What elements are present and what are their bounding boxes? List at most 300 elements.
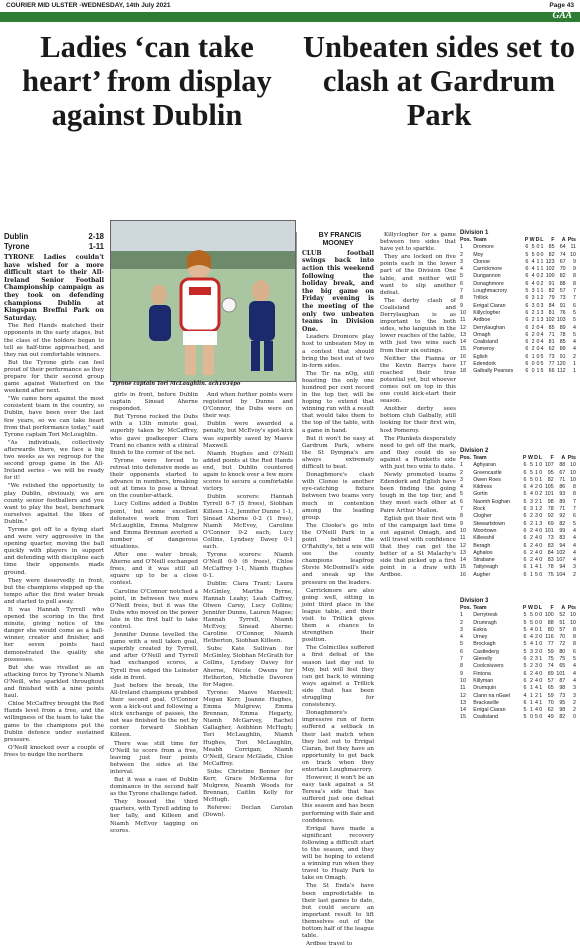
table-cell: 16 [460, 571, 466, 578]
table-cell: 1 [529, 699, 533, 706]
table-cell: 5 [523, 626, 527, 633]
table-row [460, 339, 576, 346]
column-header: Pts [567, 605, 576, 611]
table-cell: 2 [539, 491, 543, 498]
table-cell: 0 [536, 339, 540, 346]
table-cell: 6 [523, 498, 527, 505]
paragraph: The Red Hands matched their opponents in the early stages, but the class of the holders began to tell as half-time approached, and they ran out comfortable winners. [4, 323, 104, 358]
table-cell: Glenelly [473, 656, 493, 663]
table-cell: 2 [529, 677, 533, 684]
table-cell: 5 [540, 361, 544, 368]
table-cell: 2 [529, 520, 533, 527]
table-cell: 75 [559, 656, 566, 663]
table-cell: 0 [534, 612, 538, 619]
table-cell: 102 [556, 549, 566, 556]
paragraph: Caroline O'Connor notched a point, in between two more O'Neill frees, but it was the Dubs who moved on the power late in the first half to take control. [110, 588, 198, 630]
table-cell: 71 [548, 331, 555, 338]
paragraph: Errigal have made a significant recovery following a difficult start to the season, and they will be hoping to extend a winning run when they travel to Healy Park to take on Omagh. [302, 825, 374, 882]
table-cell: 89 [559, 324, 566, 331]
table-cell: 8 [573, 484, 576, 491]
table-cell: 12 [460, 542, 466, 549]
paragraph: Tyrone got off to a flying start and were very aggressive in the opening quarter, moving the ball quickly with players in support and defending with discipline each time their opponents made ground. [4, 526, 104, 576]
table-cell: 100 [544, 612, 554, 619]
table-header-row [460, 605, 576, 612]
table-cell: 2 [534, 648, 538, 655]
table-row [460, 634, 576, 641]
table-row [460, 244, 576, 251]
table-cell: 82 [559, 714, 566, 721]
table-cell: 6 [523, 476, 527, 483]
table-cell: 2 [529, 656, 533, 663]
table-cell: 6 [525, 258, 529, 265]
table-cell: 6 [525, 244, 529, 251]
table-cell: 9 [460, 302, 463, 309]
paragraph-group [302, 334, 374, 948]
table-cell: 5 [460, 491, 463, 498]
table-cell: 11 [460, 685, 466, 692]
table-cell: 0 [539, 634, 543, 641]
table-cell: 1 [534, 469, 538, 476]
table-cell: 0 [539, 677, 543, 684]
table-cell: 2 [531, 309, 535, 316]
paragraph: Chloe McCaffrey brought the Red Hands level from a free, and the willingness of the team to take the game to the champions put the Dublin defence under sustained pressure. [4, 701, 104, 743]
table-row [460, 700, 576, 707]
table-cell: Dromore [473, 244, 494, 251]
paragraph: O'Neill knocked over a couple of frees to nudge the northern [4, 744, 104, 758]
table-cell: 78 [547, 506, 554, 513]
table-cell: 74 [547, 663, 554, 670]
table-cell: 4 [573, 663, 576, 670]
league-table [460, 230, 576, 376]
table-cell: 0 [536, 302, 540, 309]
table-cell: Coalisland [473, 339, 498, 346]
table-cell: 83 [559, 535, 566, 542]
table-cell: 5 [534, 714, 538, 721]
paragraph: And when further points were registered by Dunne and O'Connor, the Dubs were on their way. [203, 392, 293, 420]
table-cell: 10 [570, 619, 576, 626]
table-cell: 1 [460, 612, 463, 619]
table-cell: Killyclogher [473, 309, 501, 316]
table-cell: 6 [523, 685, 527, 692]
table-cell: 4 [573, 542, 576, 549]
table-cell: 2 [534, 634, 538, 641]
table-cell: 70 [559, 634, 566, 641]
table-cell: Strabane [473, 557, 495, 564]
paragraph: Ardboe travel to [306, 941, 353, 948]
column-header: A [561, 237, 566, 243]
table-cell: 4 [531, 280, 535, 287]
column-header: Team [473, 605, 487, 611]
table-cell: Greencastle [473, 469, 502, 476]
table-cell: 2 [529, 535, 533, 542]
table-row [460, 470, 576, 477]
table-cell: Augher [473, 571, 491, 578]
table-cell: 1 [534, 641, 538, 648]
table-header-row [460, 237, 576, 244]
league-table [460, 448, 576, 579]
table-cell: 11 [460, 317, 466, 324]
table-cell: 107 [544, 462, 554, 469]
table-cell: 84 [548, 302, 555, 309]
publication-line: COURIER MID ULSTER -WEDNESDAY, 14th July 2021 [6, 2, 171, 9]
table-cell: 3 [540, 309, 544, 316]
table-cell: 6 [523, 491, 527, 498]
table-cell: 14 [460, 707, 466, 714]
table-cell: 5 [531, 251, 535, 258]
table-cell: 4 [534, 535, 538, 542]
table-cell: 6 [523, 520, 527, 527]
table-cell: Killyman [473, 677, 494, 684]
right-story-column-2 [380, 232, 456, 734]
table-cell: 80 [559, 648, 566, 655]
table-cell: 2 [460, 469, 463, 476]
table-row [460, 663, 576, 670]
table-cell: 6 [460, 280, 463, 287]
table-cell: 3 [540, 317, 544, 324]
table-cell: 89 [559, 498, 566, 505]
table-cell: 10 [570, 469, 576, 476]
table-cell: 15 [460, 346, 466, 353]
table-row [460, 513, 576, 520]
table-cell: Omagh [473, 331, 491, 338]
table-cell: 8 [460, 663, 463, 670]
table-row [460, 612, 576, 619]
column-header: P [522, 605, 527, 611]
paragraph-group [203, 392, 293, 820]
table-cell: 65 [559, 663, 566, 670]
table-cell: 79 [548, 295, 555, 302]
table-row [460, 678, 576, 685]
table-cell: 4 [573, 535, 576, 542]
table-cell: 10 [460, 309, 466, 316]
table-cell: 62 [547, 707, 554, 714]
table-cell: 2 [534, 498, 538, 505]
table-cell: 1 [529, 685, 533, 692]
table-row [460, 499, 576, 506]
table-cell: 49 [547, 714, 554, 721]
table-cell: 1 [536, 266, 540, 273]
table-cell: 1 [540, 288, 544, 295]
table-cell: 2 [460, 251, 463, 258]
left-story-column-1 [4, 232, 104, 758]
table-cell: 1 [539, 498, 543, 505]
table-cell: 4 [573, 677, 576, 684]
paragraph: The derby clash of Coalisland and Derrylaughan is as important to the both sides, who languish in the lower reaches of the table, with just two wins each from their six outings. [380, 297, 456, 354]
table-cell: Moy [473, 251, 484, 258]
table-row [460, 671, 576, 678]
table-cell: 82 [547, 476, 554, 483]
table-cell: 73 [559, 692, 566, 699]
table-cell: 1 [573, 361, 576, 368]
table-cell: 4 [573, 549, 576, 556]
table-cell: 78 [559, 331, 566, 338]
table-cell: 3 [534, 663, 538, 670]
table-cell: 12 [460, 324, 466, 331]
table-cell: 5 [573, 520, 576, 527]
paragraph: Donaghmore's clash with Clonoe is another eye-catching fixture between two teams very much in contention among the leading group. [302, 472, 374, 521]
table-cell: 80 [547, 626, 554, 633]
paragraph: Niamh Hughes and O'Neill added points at the Red Hands end, but Dublin countered again to knock over a few more scores to secure a comfortable victory. [203, 450, 293, 493]
table-cell: 88 [547, 619, 554, 626]
table-cell: 123 [545, 258, 555, 265]
table-cell: 5 [540, 368, 544, 375]
column-header: L [538, 605, 543, 611]
table-cell: 0 [534, 491, 538, 498]
table-cell: 73 [559, 295, 566, 302]
table-cell: 1 [534, 462, 538, 469]
table-cell: 10 [570, 462, 576, 469]
table-cell: Coalisland [473, 714, 498, 721]
table-cell: 70 [547, 699, 554, 706]
table-cell: Tattyreagh [473, 564, 498, 571]
table-row [460, 564, 576, 571]
table-cell: 72 [559, 641, 566, 648]
paragraph: "We came here against the most consistent team in the country, so Dublin, have been over the last few years, so we can take heart from that performance today," said Tyrone captain Tori McLoughlin. [4, 396, 104, 438]
table-cell: 6 [523, 670, 527, 677]
table-cell: 89 [559, 346, 566, 353]
table-cell: Brackaville [473, 699, 499, 706]
table-cell: Naomh Eoghan [473, 498, 510, 505]
paragraph: Eglish got their first win of the campaign last time out against Omagh, and will travel with confidence that they can get the better of a St Malachy's side that picked up a first point in a draw with Ardboe. [380, 515, 456, 579]
table-cell: 6 [523, 506, 527, 513]
table-cell: 6 [523, 677, 527, 684]
table-cell: 82 [548, 251, 555, 258]
column-header: P [524, 237, 529, 243]
table-cell: 4 [534, 527, 538, 534]
table-cell: Carrickmore [473, 266, 503, 273]
table-cell: 8 [573, 491, 576, 498]
table-cell: Stewartstown [473, 520, 505, 527]
table-cell: 8 [573, 273, 576, 280]
paragraph: But it won't be easy at Gardrum Park, where the St Dympna's are always extremely difficult to beat. [302, 435, 374, 471]
table-cell: 6 [523, 557, 527, 564]
left-story-column-2 [110, 392, 198, 834]
table-cell: 1 [539, 685, 543, 692]
table-cell: Killeeshil [473, 535, 495, 542]
table-cell: 0 [539, 648, 543, 655]
table-cell: 7 [573, 498, 576, 505]
table-cell: 101 [556, 670, 566, 677]
table-cell: 1 [540, 244, 544, 251]
table-cell: 105 [544, 484, 554, 491]
table-row [460, 656, 576, 663]
table-cell: 3 [539, 520, 543, 527]
table-cell: 1 [529, 571, 533, 578]
table-cell: 88 [559, 280, 566, 287]
table-cell: 10 [570, 612, 576, 619]
table-cell: 8 [573, 280, 576, 287]
table-cell: 1 [534, 506, 538, 513]
table-cell: 4 [573, 346, 576, 353]
table-cell: 2 [529, 663, 533, 670]
paragraph: They bossed the third quarters, with Tyrell adding to her tally, and Killeen and Niamh McEvoy tagging on scores. [110, 799, 198, 834]
table-cell: 3 [531, 302, 535, 309]
table-cell: 7 [573, 288, 576, 295]
table-cell: 62 [548, 346, 555, 353]
paragraph: The Clooke's go into the O'Neill Park in a point behind the O'Rahilly's, bit a win will see the county champions leapfrog Stevie McDonnell's side and sneak up the pressure on the leaders. [302, 522, 374, 586]
table-cell: 6 [525, 273, 529, 280]
table-cell: 6 [460, 648, 463, 655]
table-cell: 1 [529, 707, 533, 714]
table-cell: 2 [529, 527, 533, 534]
table-cell: 9 [573, 258, 576, 265]
table-cell: 0 [534, 619, 538, 626]
paragraph: Newly promoted teams Edendork and Eglish have been finding the going tough in the top tier, and they meet each other at Paire Arthur Mallon. [380, 472, 456, 514]
table-row [460, 346, 576, 353]
table-cell: Moortown [473, 527, 497, 534]
paragraph: Killyclogher for a game between two sides that have yet to sparkle. [380, 232, 456, 253]
table-cell: 1 [539, 699, 543, 706]
table-cell: 78 [547, 564, 554, 571]
table-cell: 82 [559, 273, 566, 280]
column-header: L [538, 455, 543, 461]
table-cell: 10 [570, 251, 576, 258]
table-cell: 8 [573, 634, 576, 641]
table-cell: 0 [534, 626, 538, 633]
column-header: D [534, 455, 538, 461]
paragraph: Another derby sees bottom club Galbally, still looking for their first win, host Pomeroy. [380, 406, 456, 434]
table-cell: 4 [529, 641, 533, 648]
table-cell: 3 [534, 513, 538, 520]
table-cell: 91 [548, 280, 555, 287]
table-cell: 85 [548, 324, 555, 331]
paragraph: Dublin: Ciara Trant; Laura McGinley, Martha Byrne, Hannah Leahy; Leah Caffrey, Olwen Carey, Lucy Collins; Jennifer Dunne, Lauren Magee; Hannah Tyrrell, Niamh McEvoy, Sinead Aherne; Caroline O'Connor, Niamh Hetherton, Siobhan Killeen. [203, 581, 293, 645]
table-row [460, 332, 576, 339]
table-cell: 6 [525, 324, 529, 331]
table-cell: 100 [545, 273, 555, 280]
paragraph: Tyrone were forced to retreat into defensive mode as their opponents started to advance in numbers, breaking out at times to pose a threat on the counter-attack. [110, 457, 198, 500]
table-cell: 5 [523, 663, 527, 670]
table-cell: 82 [548, 288, 555, 295]
table-cell: 5 [573, 309, 576, 316]
column-header: L [540, 237, 544, 243]
paragraph-group [380, 232, 456, 580]
table-cell: 70 [559, 266, 566, 273]
table-cell: 1 [540, 258, 544, 265]
table-cell: 89 [547, 670, 554, 677]
photo-illustration [111, 221, 295, 381]
story-lead: CLUB football swings back into action this weekend following the holiday break, and the big game on Friday evening is the meeting of the only two unbeaten teams in Division One. [302, 249, 374, 333]
table-cell: 0 [539, 542, 543, 549]
paragraph: It was Hannah Tyrrell who opened the scoring in the first minute, giving notice of the danger she would come as a ball-winner, creator and finisher, and her seven points haul demonstrated the quality she possesses. [4, 607, 104, 663]
table-cell: 1 [536, 309, 540, 316]
table-row [460, 310, 576, 317]
table-cell: 4 [534, 699, 538, 706]
table-cell: 10 [570, 476, 576, 483]
table-cell: 1 [540, 266, 544, 273]
column-header: W [527, 455, 533, 461]
table-cell: 0 [539, 670, 543, 677]
table-row [460, 266, 576, 273]
table-cell: 5 [531, 244, 535, 251]
table-cell: 4 [534, 549, 538, 556]
table-cell: Gortin [473, 491, 488, 498]
table-cell: 107 [556, 557, 566, 564]
table-cell: 4 [573, 670, 576, 677]
paragraph: "We relished the opportunity to play Dublin, obviously, we are county senior footballers and you want to play the best, benchmark ourselves against the likes of Dublin." [4, 483, 104, 525]
table-cell: 13 [460, 549, 466, 556]
table-cell: 6 [525, 309, 529, 316]
table-cell: 76 [559, 309, 566, 316]
table-cell: 5 [523, 641, 527, 648]
table-cell: Ardboe [473, 317, 491, 324]
table-cell: 4 [534, 564, 538, 571]
table-cell: 95 [547, 469, 554, 476]
story-lead: TYRONE Ladies couldn't have wished for a more difficult start to their All-Ireland Senior Football Championship campaign as they took on defending champions Dublin at Kingspan Breffni Park on Saturday. [4, 254, 104, 322]
table-cell: 6 [523, 634, 527, 641]
table-cell: 98 [559, 707, 566, 714]
table-cell: 3 [529, 648, 533, 655]
table-cell: 91 [559, 353, 566, 360]
table-cell: 0 [539, 707, 543, 714]
paragraph: The Plunkets desperately need to get off the mark, and they could do so against a Plunketts side with just two wins to date. [380, 435, 456, 470]
table-cell: 0 [539, 557, 543, 564]
table-cell: 8 [460, 513, 463, 520]
table-cell: 3 [540, 302, 544, 309]
table-row [460, 288, 576, 295]
table-cell: 2 [573, 571, 576, 578]
score-row: Tyrone 1-11 [4, 241, 104, 251]
table-row [460, 295, 576, 302]
column-header: A [561, 605, 566, 611]
table-row [460, 484, 576, 491]
table-cell: 6 [525, 346, 529, 353]
column-header: Team [473, 237, 487, 243]
table-cell: 1 [539, 692, 543, 699]
table-cell: 3 [573, 685, 576, 692]
table-cell: 4 [534, 542, 538, 549]
table-cell: 6 [573, 648, 576, 655]
table-cell: 4 [540, 339, 544, 346]
table-cell: 5 [523, 707, 527, 714]
table-cell: 1 [534, 520, 538, 527]
table-cell: 6 [523, 656, 527, 663]
table-cell: 0 [536, 280, 540, 287]
table-cell: 103 [556, 317, 566, 324]
table-cell: 4 [573, 527, 576, 534]
table-cell: 71 [559, 476, 566, 483]
table-cell: Beragh [473, 542, 491, 549]
table-cell: 1 [460, 462, 463, 469]
table-cell: 98 [559, 685, 566, 692]
table-cell: 83 [547, 542, 554, 549]
table-cell: 104 [556, 571, 566, 578]
table-cell: 69 [547, 520, 554, 527]
table-cell: 4 [573, 557, 576, 564]
table-row [460, 714, 576, 721]
table-cell: Fintona [473, 670, 491, 677]
table-cell: 65 [547, 685, 554, 692]
table-cell: 51 [559, 619, 566, 626]
table-cell: 1 [460, 244, 463, 251]
league-table-title: Division 3 [460, 598, 489, 604]
table-cell: 59 [547, 648, 554, 655]
table-cell: 6 [523, 542, 527, 549]
table-cell: 9 [460, 520, 463, 527]
table-cell: Errigal Ciaran [473, 707, 506, 714]
table-cell: 92 [559, 513, 566, 520]
paragraph: But it was a case of Dublin dominance in the second half as the Tyrone challenge faded. [110, 776, 198, 798]
table-cell: 7 [460, 506, 463, 513]
table-cell: 0 [531, 368, 535, 375]
table-row [460, 641, 576, 648]
table-row [460, 477, 576, 484]
paragraph: But Tyrone rocked the Dubs with a 13th minute goal, superbly taken by McCaffrey, who gave goalkeeper Ciara Trant no chance with a clinical finish to the corner of the net. [110, 414, 198, 456]
table-cell: 57 [559, 288, 566, 295]
table-cell: 5 [529, 462, 533, 469]
table-cell: 8 [573, 626, 576, 633]
table-cell: 5 [523, 648, 527, 655]
